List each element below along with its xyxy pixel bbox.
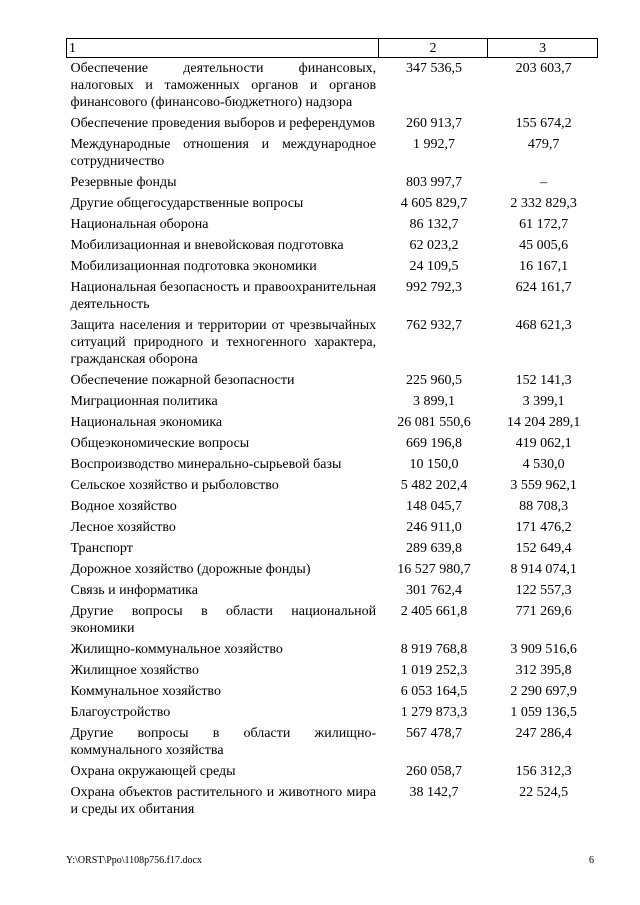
row-value-col-3: 624 161,7 [515, 280, 572, 295]
row-value-col-2: 347 536,5 [405, 61, 462, 76]
table-row [67, 723, 598, 761]
row-name-cell: Связь и информатика [70, 583, 198, 598]
header-col-3: 3 [488, 39, 598, 58]
row-name-cell: Водное хозяйство [70, 499, 177, 514]
row-value-col-2: 1 019 252,3 [400, 663, 468, 678]
row-value-col-2: 10 150,0 [409, 457, 459, 472]
row-name-cell: Другие общегосударственные вопросы [70, 196, 304, 211]
table-row [67, 172, 598, 193]
row-value-col-2: 6 053 164,5 [400, 684, 468, 699]
table-body [67, 58, 598, 821]
row-name-cell: Дорожное хозяйство (дорожные фонды) [70, 562, 311, 577]
row-name-cell: Благоустройство [70, 705, 171, 720]
row-name-cell: Миграционная политика [70, 394, 218, 409]
table-row [67, 391, 598, 412]
row-name-cell: Национальная безопасность и правоохранительная деятельность [70, 280, 377, 312]
table-row [67, 370, 598, 391]
row-name-cell: Мобилизационная и вневойсковая подготовка [70, 238, 344, 253]
row-value-col-3: 247 286,4 [515, 726, 572, 741]
row-value-col-3: 22 524,5 [519, 785, 569, 800]
table-row [67, 761, 598, 782]
footer-page-number: 6 [589, 855, 594, 866]
row-value-col-2: 762 932,7 [405, 318, 462, 333]
row-value-col-2: 289 639,8 [405, 541, 462, 556]
table-row [67, 193, 598, 214]
row-value-col-2: 86 132,7 [409, 217, 459, 232]
row-name-cell: Другие вопросы в области жилищно-коммунального хозяйства [70, 726, 377, 758]
row-name-cell: Сельское хозяйство и рыболовство [70, 478, 279, 493]
row-value-col-2: 803 997,7 [405, 175, 462, 190]
row-value-col-2: 24 109,5 [409, 259, 459, 274]
row-value-col-2: 1 279 873,3 [400, 705, 468, 720]
row-name-cell: Другие вопросы в области национальной экономики [70, 604, 377, 636]
table-row [67, 559, 598, 580]
row-value-col-3: 8 914 074,1 [510, 562, 577, 577]
table-row [67, 214, 598, 235]
row-value-col-3: 122 557,3 [515, 583, 572, 598]
row-value-col-3: 419 062,1 [515, 436, 572, 451]
table-row [67, 538, 598, 559]
row-name-cell: Резервные фонды [70, 175, 177, 190]
row-name-cell: Охрана окружающей среды [70, 764, 236, 779]
row-value-col-2: 225 960,5 [405, 373, 462, 388]
budget-table [66, 38, 598, 820]
row-value-col-3: 14 204 289,1 [506, 415, 581, 430]
row-value-col-2: 669 196,8 [405, 436, 462, 451]
row-value-col-3: 152 141,3 [515, 373, 572, 388]
row-value-col-2: 260 913,7 [405, 116, 462, 131]
row-value-col-3: 3 399,1 [522, 394, 565, 409]
table-row [67, 475, 598, 496]
row-value-col-2: 5 482 202,4 [400, 478, 468, 493]
row-value-col-2: 2 405 661,8 [400, 604, 468, 619]
row-name-cell: Защита населения и территории от чрезвычайных ситуаций природного и техногенного характера, гражданская оборона [70, 318, 377, 367]
row-value-col-3: – [540, 175, 548, 190]
table-row [67, 681, 598, 702]
row-name-cell: Национальная оборона [70, 217, 209, 232]
row-value-col-3: 3 909 516,6 [510, 642, 577, 657]
row-name-cell: Международные отношения и международное сотрудничество [70, 137, 377, 169]
row-name-cell: Транспорт [70, 541, 133, 556]
table-row [67, 580, 598, 601]
row-value-col-3: 3 559 962,1 [510, 478, 577, 493]
row-name-cell: Мобилизационная подготовка экономики [70, 259, 317, 274]
row-value-col-2: 301 762,4 [405, 583, 462, 598]
row-value-col-3: 16 167,1 [519, 259, 569, 274]
row-value-col-3: 45 005,6 [519, 238, 569, 253]
table-row [67, 235, 598, 256]
row-name-cell: Охрана объектов растительного и животного мира и среды их обитания [70, 785, 377, 817]
row-value-col-3: 479,7 [527, 137, 560, 152]
row-name-cell: Коммунальное хозяйство [70, 684, 221, 699]
table-row [67, 454, 598, 475]
table-row [67, 702, 598, 723]
row-value-col-3: 203 603,7 [515, 61, 572, 76]
header-col-2: 2 [378, 39, 488, 58]
row-value-col-3: 4 530,0 [522, 457, 565, 472]
footer-file-path: Y:\ORST\Ppo\1108p756.f17.docx [66, 855, 202, 866]
table-row [67, 782, 598, 820]
row-value-col-3: 1 059 136,5 [510, 705, 577, 720]
table-row [67, 601, 598, 639]
row-value-col-3: 61 172,7 [519, 217, 569, 232]
row-value-col-3: 2 290 697,9 [510, 684, 577, 699]
row-name-cell: Обеспечение проведения выборов и референдумов [70, 116, 375, 131]
table-row [67, 412, 598, 433]
row-value-col-2: 260 058,7 [405, 764, 462, 779]
row-value-col-3: 2 332 829,3 [510, 196, 577, 211]
row-value-col-2: 4 605 829,7 [400, 196, 468, 211]
table-row [67, 113, 598, 134]
row-value-col-2: 26 081 550,6 [397, 415, 471, 430]
row-name-cell: Национальная экономика [70, 415, 223, 430]
row-value-col-3: 152 649,4 [515, 541, 572, 556]
table-row [67, 433, 598, 454]
row-value-col-2: 62 023,2 [409, 238, 459, 253]
row-name-cell: Лесное хозяйство [70, 520, 176, 535]
row-name-cell: Жилищно-коммунальное хозяйство [70, 642, 283, 657]
row-value-col-3: 88 708,3 [519, 499, 569, 514]
table-row [67, 277, 598, 315]
table-header [67, 39, 598, 58]
table-row [67, 134, 598, 172]
table-row [67, 496, 598, 517]
table-row [67, 58, 598, 114]
row-value-col-2: 567 478,7 [405, 726, 462, 741]
row-value-col-3: 468 621,3 [515, 318, 572, 333]
row-value-col-2: 3 899,1 [412, 394, 455, 409]
table-row [67, 639, 598, 660]
table-row [67, 256, 598, 277]
row-value-col-3: 312 395,8 [515, 663, 572, 678]
row-value-col-3: 171 476,2 [515, 520, 572, 535]
row-name-cell: Жилищное хозяйство [70, 663, 199, 678]
row-value-col-2: 992 792,3 [405, 280, 462, 295]
row-value-col-3: 771 269,6 [515, 604, 572, 619]
row-value-col-2: 8 919 768,8 [400, 642, 468, 657]
row-value-col-2: 1 992,7 [412, 137, 455, 152]
row-value-col-2: 246 911,0 [406, 520, 462, 535]
table-row [67, 517, 598, 538]
row-name-cell: Обеспечение деятельности финансовых, налоговых и таможенных органов и органов финансового (финансово-бюджетного) надзора [70, 61, 377, 110]
table-row [67, 660, 598, 681]
row-name-cell: Обеспечение пожарной безопасности [70, 373, 295, 388]
row-value-col-2: 148 045,7 [405, 499, 462, 514]
row-value-col-2: 38 142,7 [409, 785, 459, 800]
row-name-cell: Воспроизводство минерально-сырьевой базы [70, 457, 342, 472]
table-row [67, 315, 598, 370]
header-col-1: 1 [67, 39, 379, 58]
row-value-col-3: 156 312,3 [515, 764, 572, 779]
row-name-cell: Общеэкономические вопросы [70, 436, 250, 451]
row-value-col-3: 155 674,2 [515, 116, 572, 131]
header-row [67, 39, 598, 58]
row-value-col-2: 16 527 980,7 [397, 562, 471, 577]
